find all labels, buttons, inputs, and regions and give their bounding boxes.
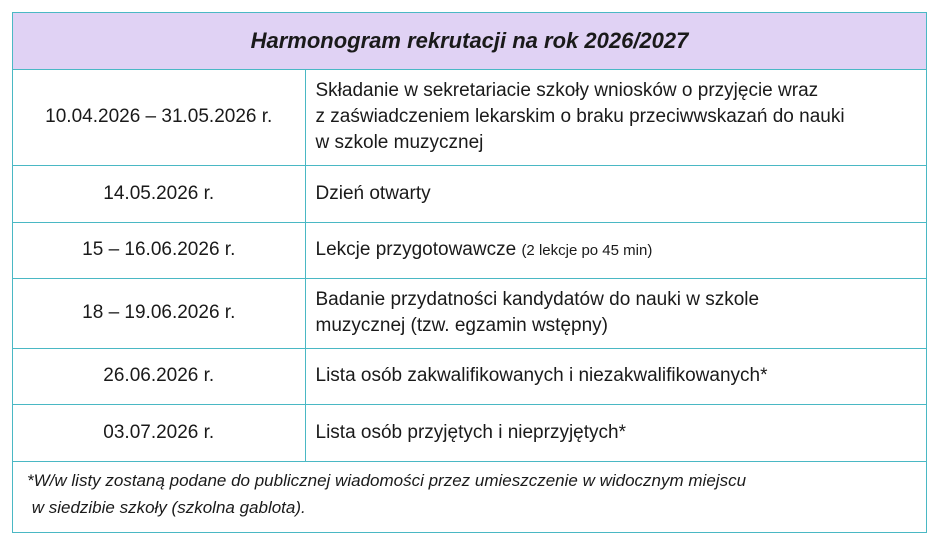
row-description (305, 278, 926, 348)
row-date: 18 – 19.06.2026 r. (13, 278, 305, 348)
footnote-line: w siedzibie szkoły (szkolna gablota). (27, 498, 306, 517)
description-line: muzycznej (tzw. egzamin wstępny) (315, 315, 608, 336)
description-text: Lekcje przygotowawcze (315, 238, 517, 260)
row-description: Dzień otwarty (305, 165, 926, 222)
row-description: Lista osób zakwalifikowanych i niezakwalifikowanych* (305, 348, 926, 404)
table-row (13, 222, 926, 278)
table-row (13, 404, 926, 461)
row-date: 15 – 16.06.2026 r. (13, 222, 305, 278)
description-note: (2 lekcje po 45 min) (521, 241, 653, 259)
row-date: 03.07.2026 r. (13, 404, 305, 461)
row-date: 10.04.2026 – 31.05.2026 r. (13, 69, 305, 165)
row-description (305, 69, 926, 165)
table-row (13, 69, 926, 165)
row-description: Lista osób przyjętych i nieprzyjętych* (305, 404, 926, 461)
table-title: Harmonogram rekrutacji na rok 2026/2027 (13, 13, 926, 70)
schedule-table (13, 69, 926, 462)
table-row (13, 348, 926, 404)
table-row (13, 165, 926, 222)
description-line: Składanie w sekretariacie szkoły wniosków o przyjęcie wraz (315, 79, 819, 101)
table-row (13, 278, 926, 348)
recruitment-schedule-table (12, 12, 927, 533)
row-date: 26.06.2026 r. (13, 348, 305, 404)
description-line: Badanie przydatności kandydatów do nauki w szkole (315, 289, 760, 310)
footnote (13, 459, 926, 532)
description-line: w szkole muzycznej (315, 131, 484, 153)
description-line: z zaświadczeniem lekarskim o braku przeciwwskazań do nauki (315, 105, 845, 127)
row-date: 14.05.2026 r. (13, 165, 305, 222)
footnote-line: *W/w listy zostaną podane do publicznej wiadomości przez umieszczenie w widocznym miejscu (27, 471, 747, 490)
row-description (305, 222, 926, 278)
